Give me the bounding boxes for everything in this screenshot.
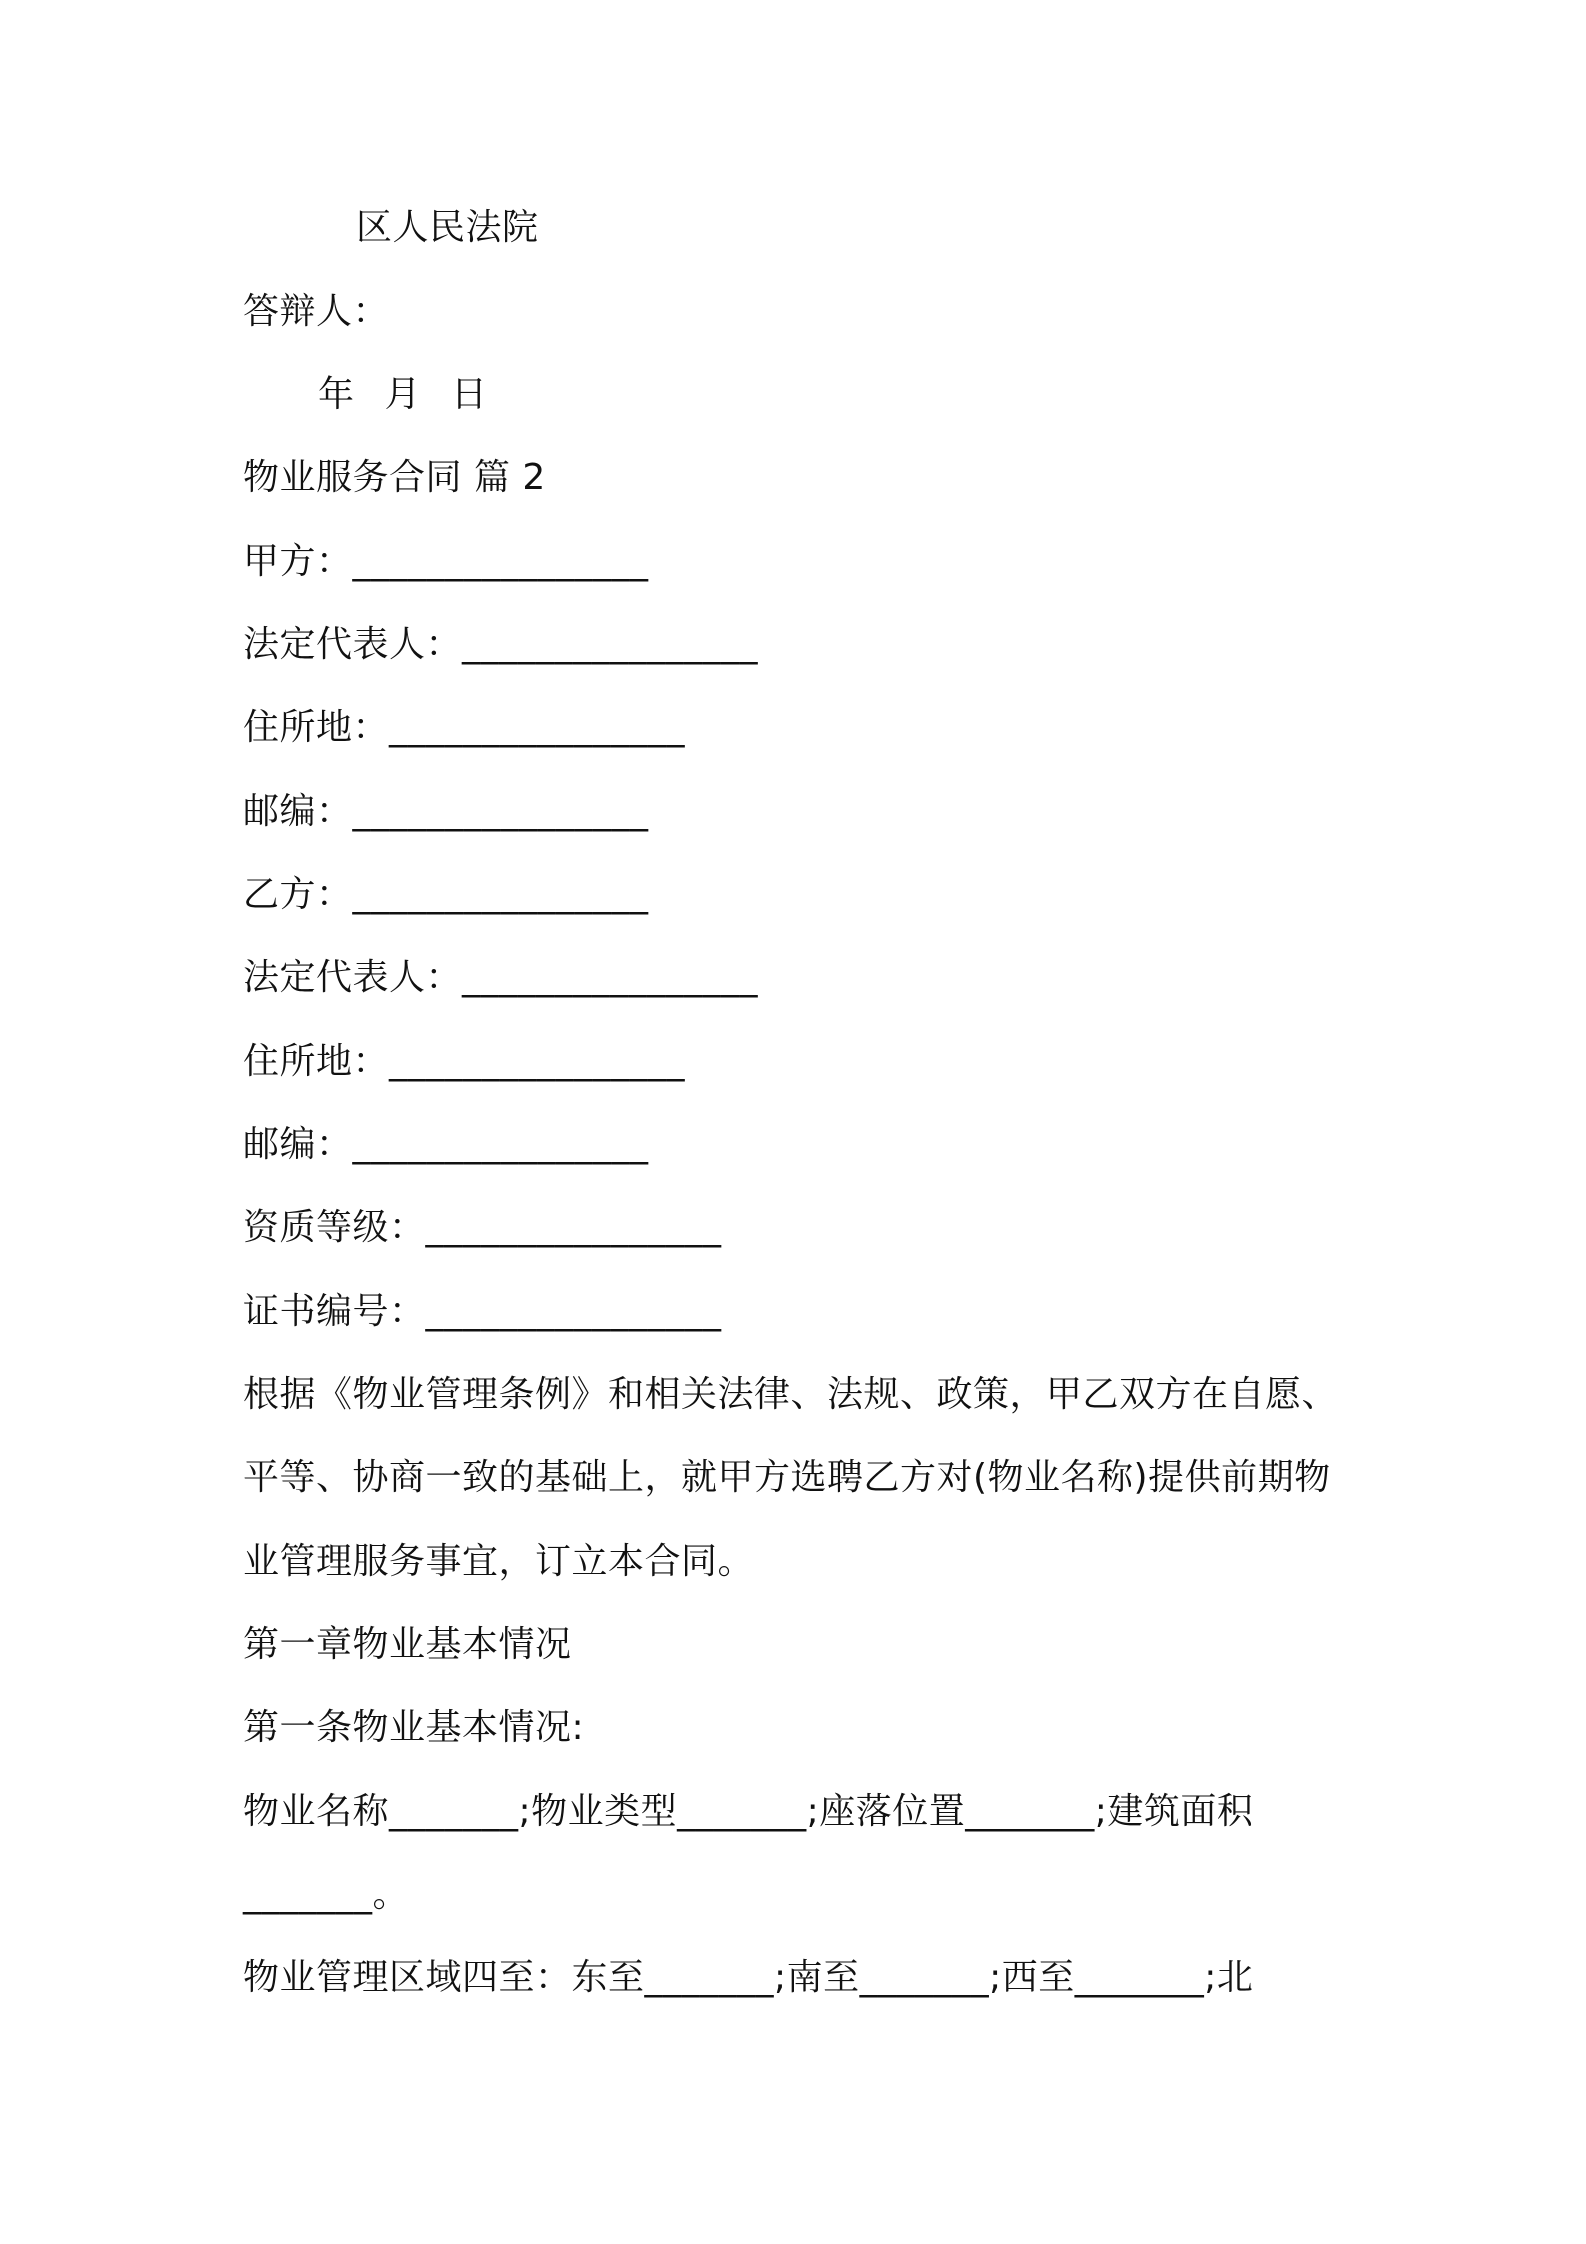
party-b-representative-line: 法定代表人：________________: [243, 957, 759, 998]
chapter-1-heading: 第一章物业基本情况: [243, 1624, 572, 1665]
party-b-line: 乙方：________________: [243, 874, 649, 915]
paragraph-1-line-1: 根据《物业管理条例》和相关法律、法规、政策，甲乙双方在自愿、: [243, 1374, 1339, 1415]
article-1-heading: 第一条物业基本情况:: [243, 1707, 585, 1748]
property-info-line-1: 物业名称_______;物业类型_______;座落位置_______;建筑面积: [243, 1791, 1254, 1832]
respondent-label: 答辩人：: [243, 291, 390, 332]
party-a-address-line: 住所地：________________: [243, 707, 686, 748]
party-b-postcode-line: 邮编：________________: [243, 1124, 649, 1165]
party-a-line: 甲方：________________: [243, 541, 649, 582]
qualification-line: 资质等级：________________: [243, 1207, 722, 1248]
date-line: [318, 373, 488, 417]
contract-title: 物业服务合同 篇 2: [243, 457, 546, 498]
boundary-line: 物业管理区域四至：东至_______;南至_______;西至_______;北: [243, 1957, 1254, 1998]
paragraph-1-line-2: 平等、协商一致的基础上，就甲方选聘乙方对(物业名称)提供前期物: [243, 1457, 1331, 1498]
party-a-representative-line: 法定代表人：________________: [243, 624, 759, 665]
paragraph-1-line-3: 业管理服务事宜，订立本合同。: [243, 1541, 755, 1582]
date-year: 年: [318, 374, 355, 415]
date-day: 日: [451, 374, 488, 415]
court-name: 区人民法院: [356, 207, 539, 248]
date-month: 月: [384, 374, 422, 415]
party-a-postcode-line: 邮编：________________: [243, 791, 649, 832]
certificate-number-line: 证书编号：________________: [243, 1291, 722, 1332]
property-info-line-2: _______。: [243, 1874, 410, 1915]
party-b-address-line: 住所地：________________: [243, 1041, 686, 1082]
